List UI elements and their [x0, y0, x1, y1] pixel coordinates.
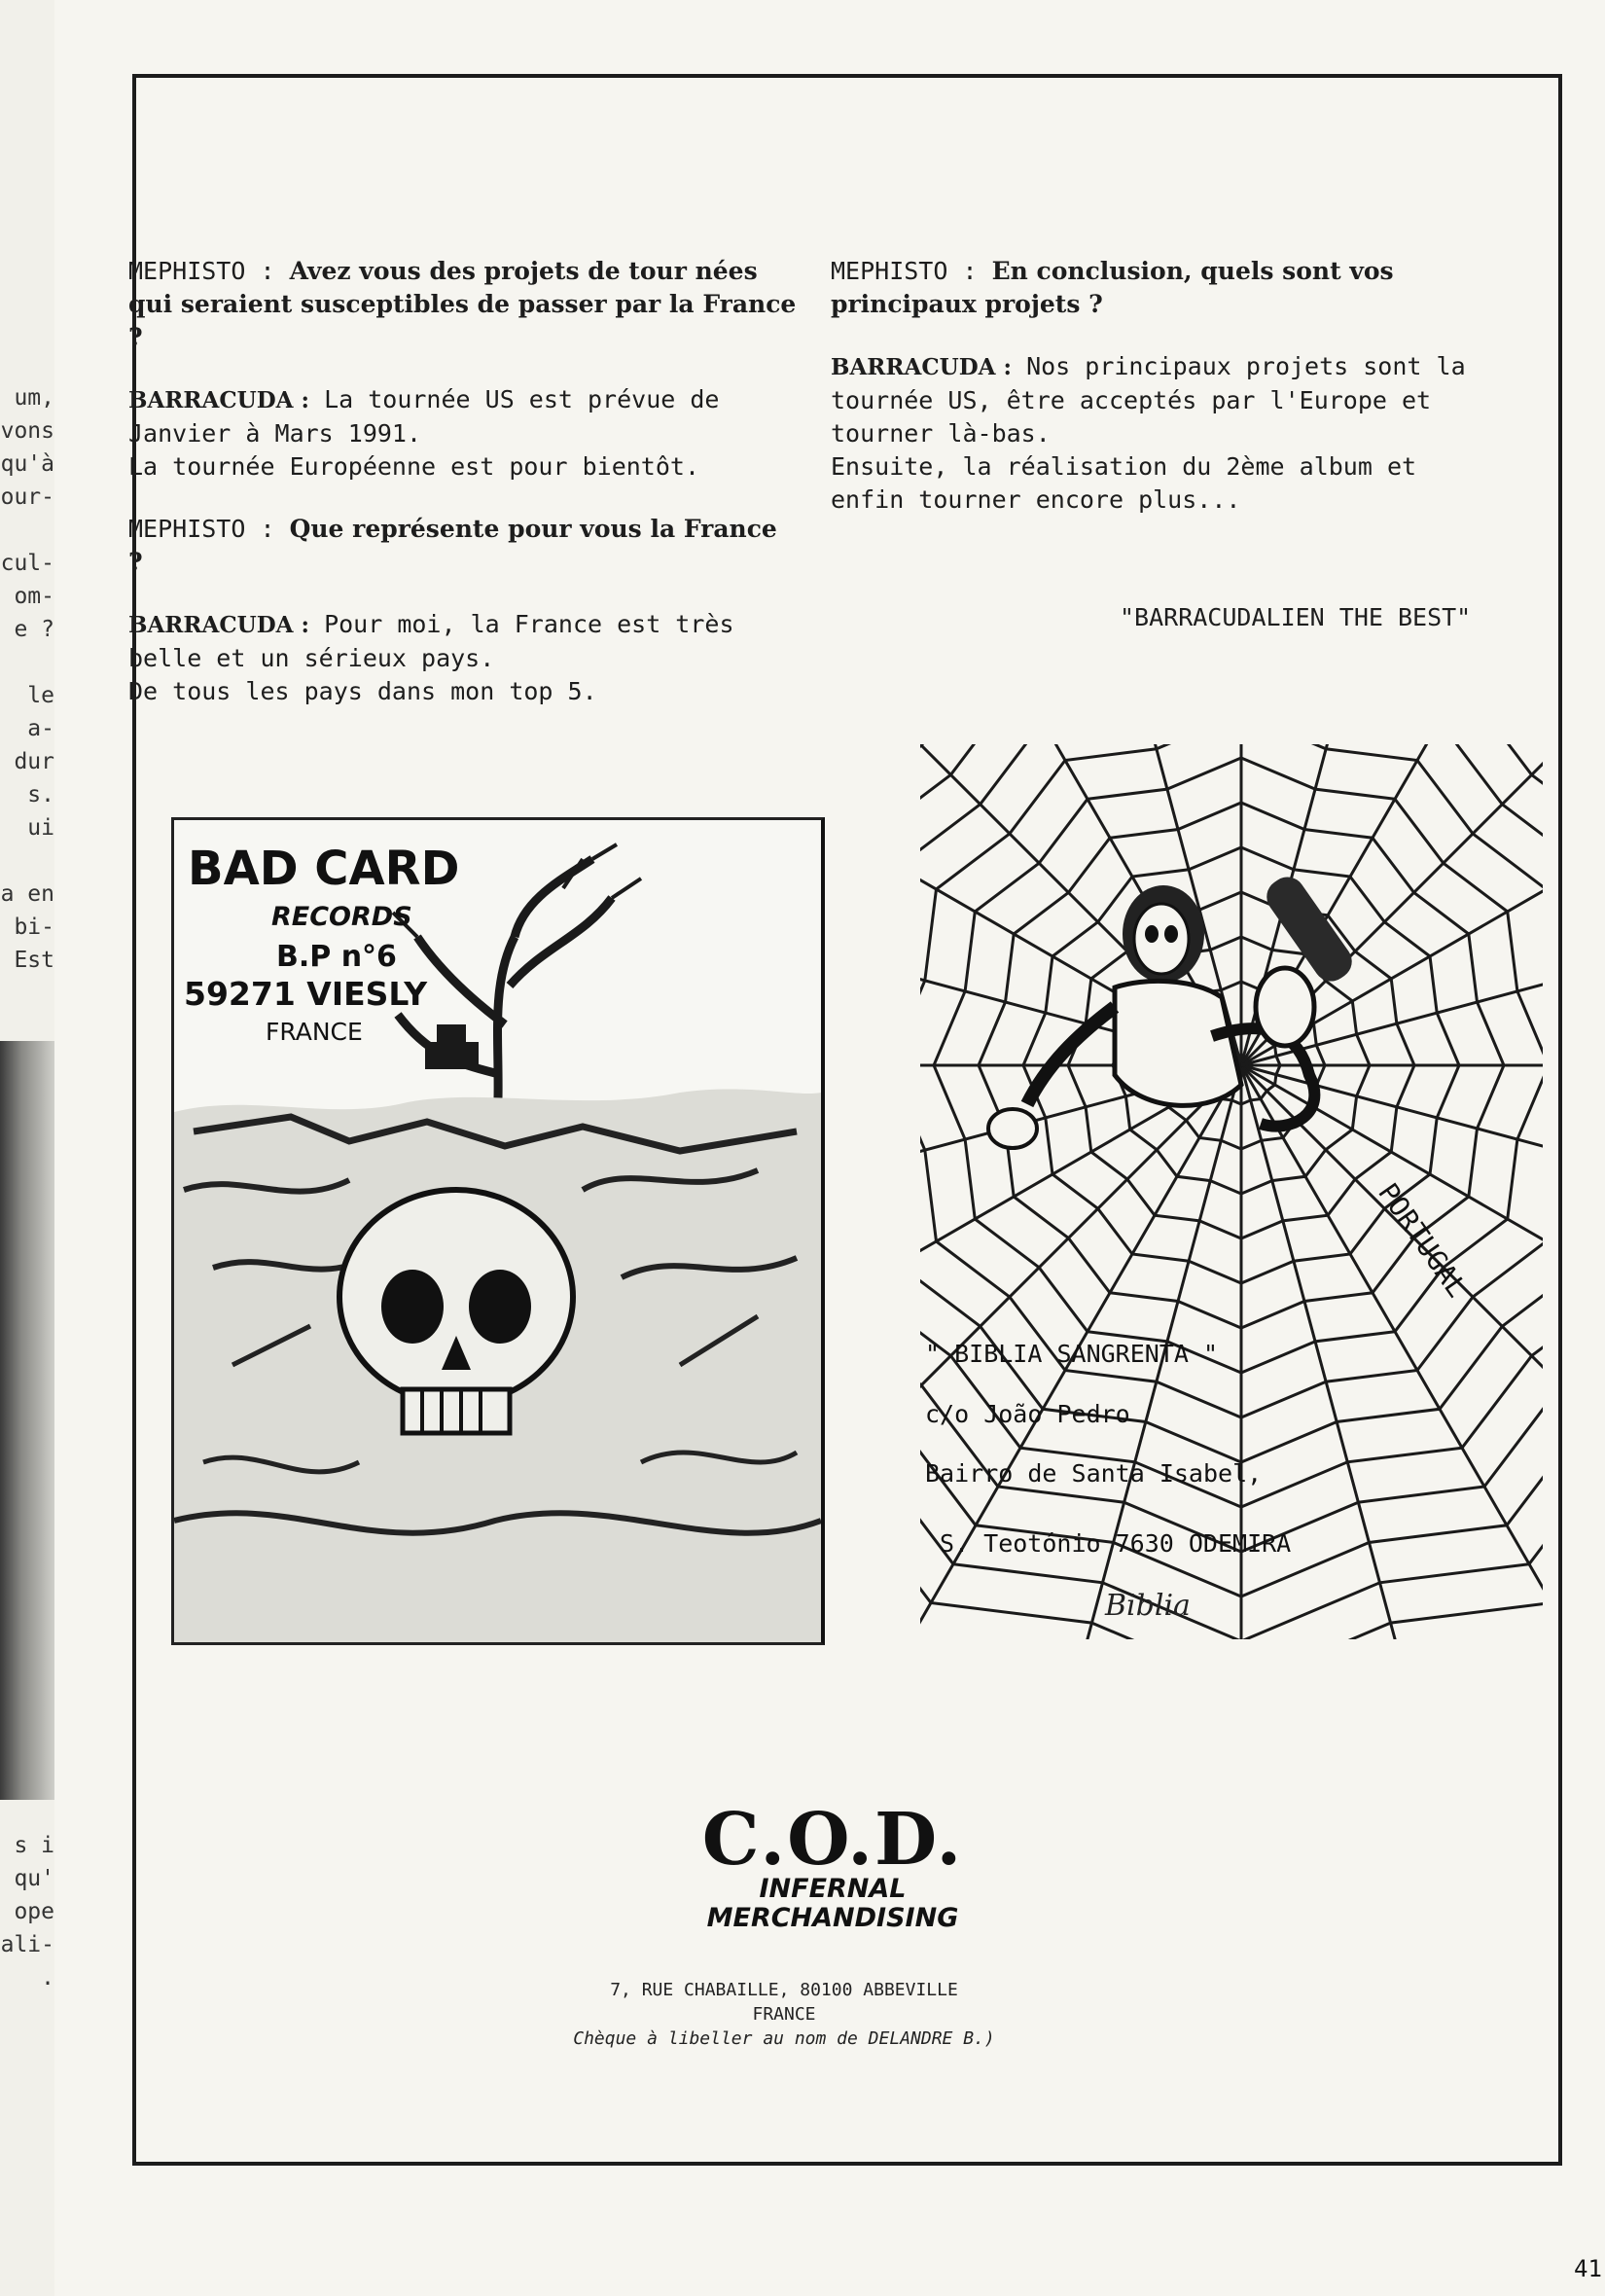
ad-country-word: PORTUGAL: [1372, 1177, 1474, 1304]
answer-text: Ensuite, la réalisation du 2ème album et enfin tourner encore plus...: [831, 452, 1417, 514]
margin-fragment: a en: [0, 881, 54, 907]
answer-tour: [128, 383, 800, 450]
margin-fragment: s i: [14, 1833, 54, 1858]
page: [54, 0, 1605, 2296]
speaker-label: MEPHISTO :: [831, 257, 978, 285]
margin-fragment: Est: [14, 948, 54, 973]
margin-fragment: a-: [27, 716, 54, 741]
margin-fragment: dur: [14, 749, 54, 774]
ad-signature: Biblia: [1105, 1589, 1191, 1623]
ad-line1: INFERNAL: [759, 1874, 907, 1904]
margin-fragment: .: [41, 1965, 54, 1991]
answer-text: De tous les pays dans mon top 5.: [128, 677, 597, 705]
question-tour: [128, 255, 800, 354]
speaker-label: BARRACUDA :: [831, 354, 1013, 380]
margin-fragment: vons: [0, 418, 54, 444]
answer-text: La tournée Européenne est pour bientôt.: [128, 452, 699, 481]
spider-web-artwork: [920, 744, 1543, 1639]
margin-fragment: cul-: [0, 551, 54, 576]
speaker-label: MEPHISTO :: [128, 515, 275, 543]
question-text: Avez vous des projets de tour nées qui seraient susceptibles de passer par la France ?: [128, 257, 797, 351]
ad-address: 7, RUE CHABAILLE, 80100 ABBEVILLE: [610, 1980, 958, 2000]
answer-text: Pour moi, la France est très belle et un sérieux pays.: [128, 610, 734, 672]
margin-fragment: s.: [27, 782, 54, 807]
margin-fragment: ui: [27, 815, 54, 841]
question-text: Que représente pour vous la France ?: [128, 515, 777, 576]
margin-fragment: ope: [14, 1899, 54, 1924]
margin-fragment: um,: [14, 385, 54, 411]
page-number: 41: [1574, 2255, 1602, 2282]
question-text: En conclusion, quels sont vos principaux projets ?: [831, 257, 1394, 318]
ad-country: FRANCE: [266, 1018, 363, 1046]
interview-left-column: [128, 255, 800, 737]
ad-line3: S. Teotónio 7630 ODEMIRA: [940, 1529, 1292, 1558]
question-conclusion: [831, 255, 1502, 321]
ad-note: Chèque à libeller au nom de DELANDRE B.): [573, 2028, 995, 2049]
margin-fragment: our-: [0, 484, 54, 510]
answer-conclusion-cont: [831, 450, 1502, 517]
cod-merchandising-ad: [696, 1798, 969, 1933]
bad-card-ad: [171, 817, 825, 1645]
ad-country: FRANCE: [752, 2004, 816, 2025]
ad-name: " BIBLIA SANGRENTA ": [925, 1340, 1219, 1368]
margin-fragment: ali-: [0, 1932, 54, 1957]
ad-line1: c/o João Pedro: [925, 1400, 1130, 1428]
answer-conclusion: [831, 350, 1502, 450]
speaker-label: BARRACUDA :: [128, 612, 310, 638]
previous-page-margin: [0, 0, 57, 2296]
ad-title: C.O.D.: [701, 1798, 964, 1882]
answer-france-cont: [128, 675, 800, 708]
answer-text: Nos principaux projets sont la tournée US, être acceptés par l'Europe et tourner là-bas.: [831, 352, 1466, 448]
speaker-label: MEPHISTO :: [128, 257, 275, 285]
margin-photo-edge: [0, 1041, 54, 1800]
margin-fragment: e ?: [14, 617, 54, 642]
ad-box: B.P n°6: [276, 940, 397, 974]
answer-text: La tournée US est prévue de Janvier à Mars 1991.: [128, 385, 720, 448]
question-france: [128, 513, 800, 579]
margin-fragment: bi-: [14, 915, 54, 940]
biblia-sangrenta-ad: [920, 744, 1543, 1639]
interview-right-column: [831, 255, 1502, 546]
answer-tour-cont: [128, 450, 800, 484]
ad-name: BAD CARD: [188, 842, 460, 896]
bad-card-artwork: [174, 820, 821, 1642]
speaker-label: BARRACUDA :: [128, 387, 310, 413]
margin-fragment: qu': [14, 1866, 54, 1891]
ad-city: 59271 VIESLY: [184, 975, 428, 1013]
margin-fragment: qu'à: [0, 451, 54, 477]
answer-france: [128, 608, 800, 675]
ad-sub: RECORDS: [271, 902, 412, 932]
margin-fragment: le: [27, 683, 54, 708]
margin-fragment: om-: [14, 584, 54, 609]
closing-quote: "BARRACUDALIEN THE BEST": [1120, 603, 1472, 631]
cod-address-block: [541, 1978, 1027, 2051]
ad-line2: Bairro de Santa Isabel,: [925, 1459, 1263, 1488]
ad-line2: MERCHANDISING: [706, 1903, 959, 1933]
